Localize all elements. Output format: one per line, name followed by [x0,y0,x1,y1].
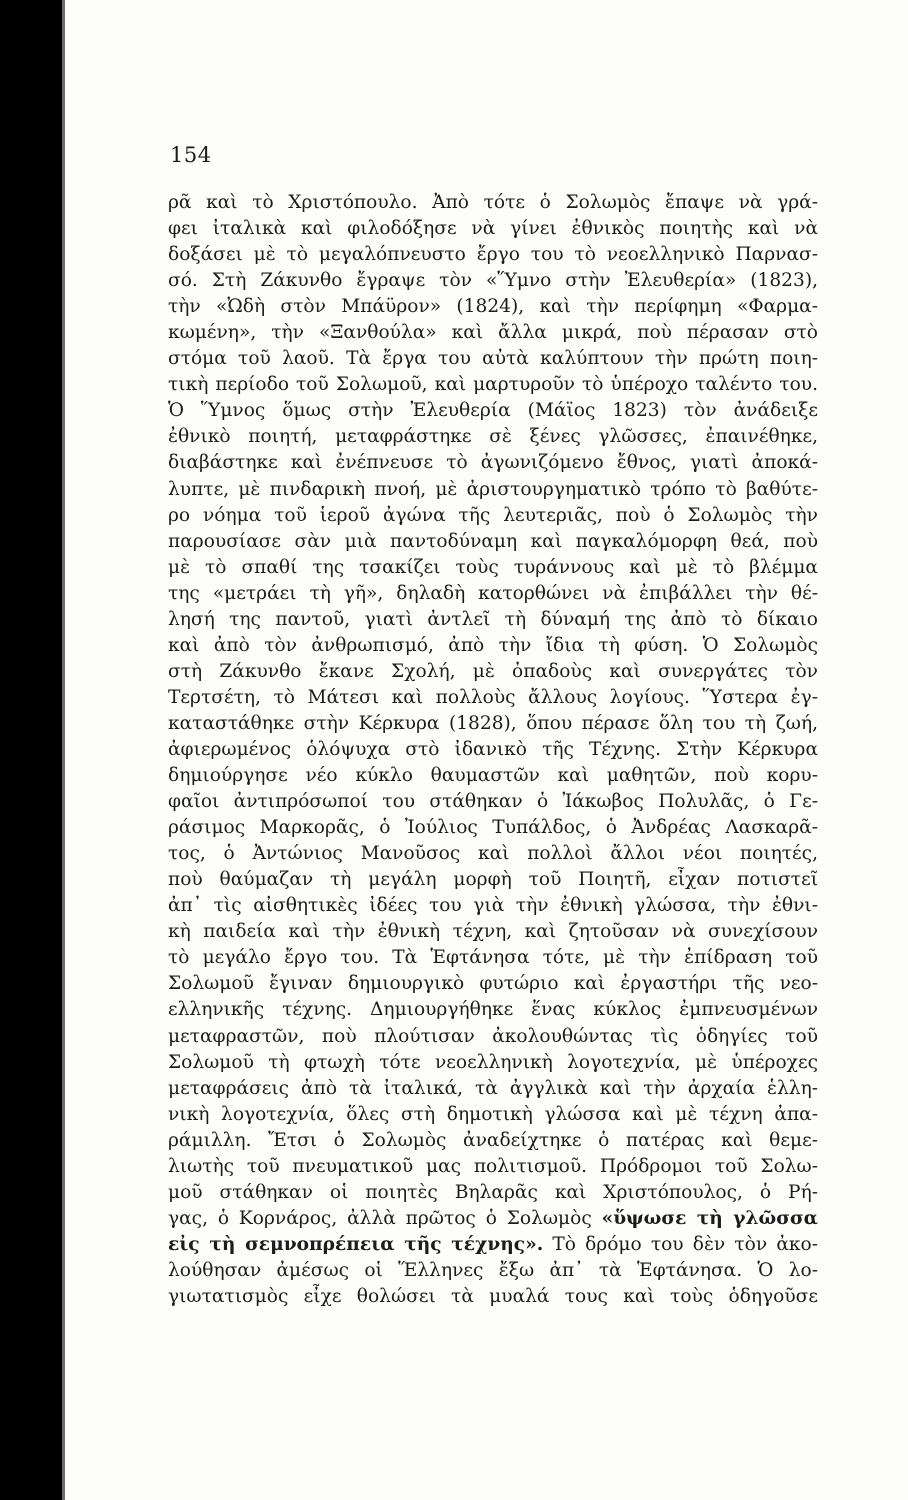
text-line: στὴ Ζάκυνθο ἔκανε Σχολή, μὲ ὀπαδοὺς καὶ συνεργάτες τὸν [168,660,818,682]
text-line: φει ἰταλικὰ καὶ φιλοδόξησε νὰ γίνει ἐθνικὸς ποιητὴς καὶ νὰ [168,218,818,240]
text-line: διαβάστηκε καὶ ἐνέπνευσε τὸ ἀγωνιζόμενο ἔθνος, γιατὶ ἀποκά- [168,452,818,474]
bold-quote: «ὕψωσε τὴ γλῶσσα [601,1207,818,1229]
bold-quote: εἰς τὴ σεμνοπρέπεια τῆς τέχνης». [168,1233,544,1255]
text-line: μεταφραστῶν, ποὺ πλούτισαν ἀκολουθώντας τὶς ὁδηγίες τοῦ [168,1025,818,1047]
text-line: ράμιλλη. Ἔτσι ὁ Σολωμὸς ἀναδείχτηκε ὁ πατέρας καὶ θεμε- [168,1129,818,1151]
text-line: λησή της παντοῦ, γιατὶ ἀντλεῖ τὴ δύναμή της ἀπὸ τὸ δίκαιο [168,608,818,630]
text-line-with-bold [168,1232,818,1258]
text-line: νικὴ λογοτεχνία, ὅλες στὴ δημοτικὴ γλώσσα καὶ μὲ τέχνη ἀπα- [168,1103,818,1125]
text-line: ρᾶ καὶ τὸ Χριστόπουλο. Ἀπὸ τότε ὁ Σολωμὸς ἔπαψε νὰ γρά- [168,192,818,213]
text-line: φαῖοι ἀντιπρόσωποί του στάθηκαν ὁ Ἰάκωβος Πολυλᾶς, ὁ Γε- [168,791,818,813]
text-line: σό. Στὴ Ζάκυνθο ἔγραψε τὸν «Ὕμνο στὴν Ἐλευθερία» (1823), [168,270,818,292]
page-number: 154 [170,143,212,167]
text-line: μεταφράσεις ἀπὸ τὰ ἰταλικά, τὰ ἀγγλικὰ καὶ τὴν ἀρχαία ἑλλη- [168,1077,818,1099]
text-line: γιωτατισμὸς εἶχε θολώσει τὰ μυαλά τους καὶ τοὺς ὁδηγοῦσε [168,1285,818,1307]
text-line: λυπτε, μὲ πινδαρικὴ πνοή, μὲ ἀριστουργηματικὸ τρόπο τὸ βαθύτε- [168,478,818,500]
text-line: κὴ παιδεία καὶ τὴν ἐθνικὴ τέχνη, καὶ ζητοῦσαν νὰ συνεχίσουν [168,921,818,943]
text-line: μοῦ στάθηκαν οἱ ποιητὲς Βηλαρᾶς καὶ Χριστόπουλος, ὁ Ρή- [168,1181,818,1203]
text-line: Σολωμοῦ ἔγιναν δημιουργικὸ φυτώριο καὶ ἐργαστήρι τῆς νεο- [168,973,818,995]
text-line: ἐθνικὸ ποιητή, μεταφράστηκε σὲ ξένες γλῶσσες, ἐπαινέθηκε, [168,426,818,448]
text-line: στόμα τοῦ λαοῦ. Τὰ ἔργα του αὐτὰ καλύπτουν τὴν πρώτη ποιη- [168,348,818,370]
text-line: ἀπ᾿ τὶς αἰσθητικὲς ἰδέες του γιὰ τὴν ἐθνικὴ γλώσσα, τὴν ἐθνι- [168,895,818,917]
text-line: ελληνικῆς τέχνης. Δημιουργήθηκε ἕνας κύκλος ἐμπνευσμένων [168,999,818,1021]
text-line: ποὺ θαύμαζαν τὴ μεγάλη μορφὴ τοῦ Ποιητῆ, εἶχαν ποτιστεῖ [168,869,818,891]
text-line: λιωτὴς τοῦ πνευματικοῦ μας πολιτισμοῦ. Πρόδρομοι τοῦ Σολω- [168,1155,818,1177]
text-line: μὲ τὸ σπαθί της τσακίζει τοὺς τυράννους καὶ μὲ τὸ βλέμμα [168,556,818,578]
text-line: λούθησαν ἀμέσως οἱ Ἕλληνες ἔξω ἀπ᾿ τὰ Ἑφτάνησα. Ὁ λο- [168,1259,818,1281]
text-line: καὶ ἀπὸ τὸν ἀνθρωπισμό, ἀπὸ τὴν ἴδια τὴ φύση. Ὁ Σολωμὸς [168,634,818,656]
text-line: της «μετράει τὴ γῆ», δηλαδὴ κατορθώνει νὰ ἐπιβάλλει τὴν θέ- [168,582,818,604]
scan-border-shadow [62,0,65,1500]
text-line: καταστάθηκε στὴν Κέρκυρα (1828), ὅπου πέρασε ὅλη του τὴ ζωή, [168,712,818,734]
text-line: ἀφιερωμένος ὁλόψυχα στὸ ἰδανικὸ τῆς Τέχνης. Στὴν Κέρκυρα [168,738,818,760]
text-line: ράσιμος Μαρκορᾶς, ὁ Ἰούλιος Τυπάλδος, ὁ Ἀνδρέας Λασκαρᾶ- [168,817,818,839]
text-line: κωμένη», τὴν «Ξανθούλα» καὶ ἄλλα μικρά, ποὺ πέρασαν στὸ [168,322,818,344]
text-segment: γας, ὁ Κορνάρος, ἀλλὰ πρῶτος ὁ Σολωμὸς [168,1207,592,1229]
text-line: παρουσίασε σὰν μιὰ παντοδύναμη καὶ παγκαλόμορφη θεά, ποὺ [168,530,818,552]
text-segment: Τὸ δρόμο του δὲν τὸν ἀκο- [552,1233,818,1255]
text-line: δημιούργησε νέο κύκλο θαυμαστῶν καὶ μαθητῶν, ποὺ κορυ- [168,765,818,787]
body-text [168,190,818,1310]
text-line: τὸ μεγάλο ἔργο του. Τὰ Ἑφτάνησα τότε, μὲ τὴν ἐπίδραση τοῦ [168,947,818,969]
text-line: Σολωμοῦ τὴ φτωχὴ τότε νεοελληνικὴ λογοτεχνία, μὲ ὑπέροχες [168,1051,818,1073]
scan-border [0,0,62,1500]
text-line: δοξάσει μὲ τὸ μεγαλόπνευστο ἔργο του τὸ νεοελληνικὸ Παρνασ- [168,244,818,266]
text-line: ρο νόημα τοῦ ἱεροῦ ἀγώνα τῆς λευτεριᾶς, ποὺ ὁ Σολωμὸς τὴν [168,504,818,526]
text-line: τικὴ περίοδο τοῦ Σολωμοῦ, καὶ μαρτυροῦν τὸ ὑπέροχο ταλέντο του. [168,374,818,396]
text-line: τος, ὁ Ἀντώνιος Μανοῦσος καὶ πολλοὶ ἄλλοι νέοι ποιητές, [168,843,818,865]
text-line-with-bold [168,1206,818,1232]
text-line: Ὁ Ὕμνος ὅμως στὴν Ἐλευθερία (Μάϊος 1823) τὸν ἀνάδειξε [168,400,818,422]
text-line: τὴν «Ὠδὴ στὸν Μπάϋρον» (1824), καὶ τὴν περίφημη «Φαρμα- [168,296,818,318]
text-line: Τερτσέτη, τὸ Μάτεσι καὶ πολλοὺς ἄλλους λογίους. Ὕστερα ἐγ- [168,686,818,708]
